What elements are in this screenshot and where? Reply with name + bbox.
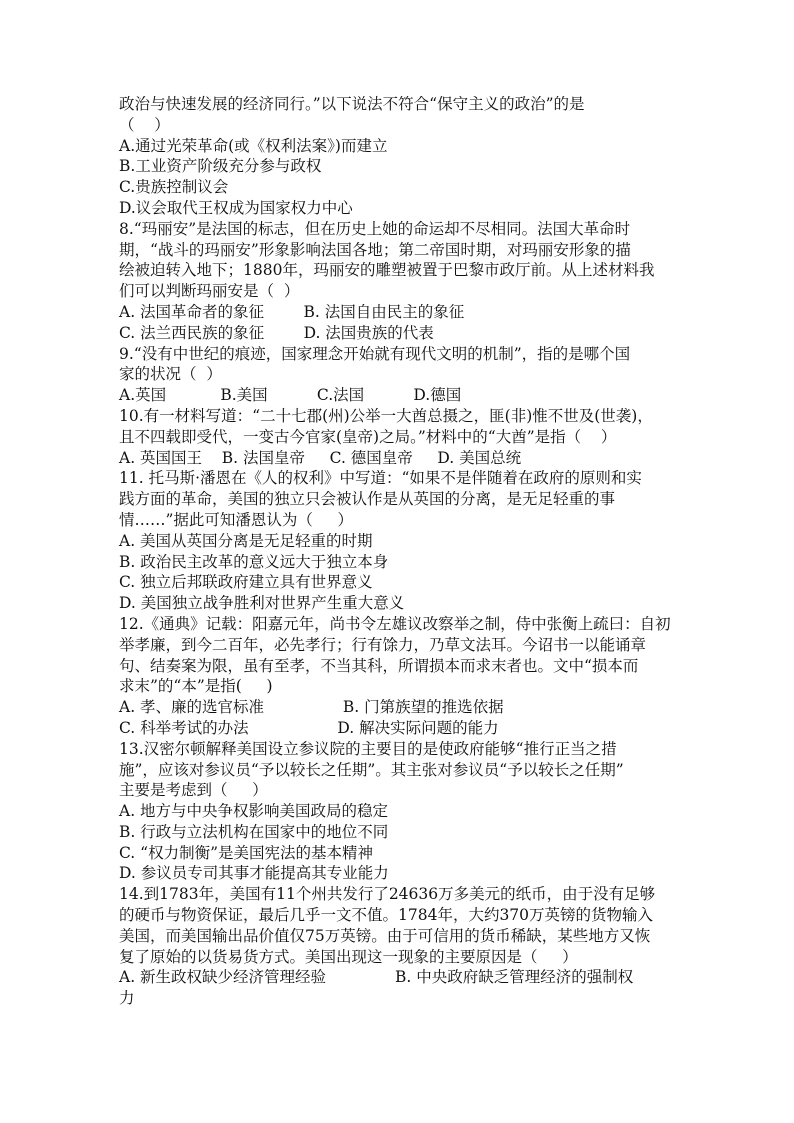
- text-line: 力: [119, 989, 135, 1008]
- text-line: 践方面的革命，美国的独立只会被认作是从英国的分离，是无足轻重的事: [119, 490, 616, 509]
- text-line: 期，“战斗的玛丽安”形象影响法国各地；第二帝国时期，对玛丽安形象的描: [119, 240, 631, 259]
- text-line: C. 法兰西民族的象征 D. 法国贵族的代表: [119, 323, 434, 342]
- text-line: C.贵族控制议会: [119, 178, 229, 197]
- text-line: 情……”据此可知潘恩认为（ ）: [119, 510, 354, 529]
- text-line: 求末”的“本”是指( ): [119, 677, 273, 696]
- text-line: 9.“没有中世纪的痕迹，国家理念开始就有现代文明的机制”，指的是哪个国: [119, 344, 631, 363]
- text-line: A. 英国国王 B. 法国皇帝 C. 德国皇帝 D. 美国总统: [119, 448, 522, 467]
- text-line: D. 美国独立战争胜利对世界产生重大意义: [119, 594, 405, 613]
- text-line: （ ）: [119, 115, 170, 134]
- document-page: [119, 94, 679, 1009]
- text-line: A.通过光荣革命(或《权利法案》)而建立: [119, 136, 388, 155]
- text-line: 14.到1783年，美国有11个州共发行了24636万多美元的纸币，由于没有足够: [119, 885, 656, 904]
- text-line: 且不四载即受代，一变古今官家(皇帝)之局。”材料中的“大酋”是指（ ）: [119, 427, 617, 446]
- text-line: 复了原始的以货易货方式。美国出现这一现象的主要原因是（ ）: [119, 947, 578, 966]
- text-line: A.英国 B.美国 C.法国 D.德国: [119, 386, 462, 405]
- text-line: 句、结奏案为限，虽有至孝，不当其科，所谓损本而求末者也。文中“损本而: [119, 656, 639, 675]
- text-line: A. 法国革命者的象征 B. 法国自由民主的象征: [119, 302, 465, 321]
- text-line: 政治与快速发展的经济同行。”以下说法不符合“保守主义的政治”的是: [119, 95, 585, 113]
- text-line: A. 美国从英国分离是无足轻重的时期: [119, 531, 373, 550]
- text-line: B. 行政与立法机构在国家中的地位不同: [119, 822, 389, 841]
- text-line: 的硬币与物资保证，最后几乎一文不值。1784年，大约370万英镑的货物输入: [119, 906, 654, 925]
- text-line: 美国，而美国输出品价值仅75万英镑。由于可信用的货币稀缺，某些地方又恢: [119, 926, 651, 945]
- text-line: 10.有一材料写道：“二十七郡(州)公举一大酋总摄之，匪(非)惟不世及(世袭)，: [119, 406, 653, 425]
- text-line: A. 地方与中央争权影响美国政局的稳定: [119, 802, 389, 821]
- text-line: B.工业资产阶级充分参与政权: [119, 157, 322, 176]
- text-line: C. 科举考试的办法 D. 解决实际问题的能力: [119, 718, 499, 737]
- text-line: B. 政治民主改革的意义远大于独立本身: [119, 552, 389, 571]
- text-line: 主要是考虑到（ ）: [119, 781, 268, 800]
- text-line: 家的状况（ ）: [119, 365, 222, 384]
- text-line: A. 新生政权缺少经济管理经验 B. 中央政府缺乏管理经济的强制权: [119, 968, 634, 987]
- text-line: 施”，应该对参议员“予以较长之任期”。其主张对参议员“予以较长之任期”: [119, 760, 624, 779]
- text-line: 12.《通典》记载：阳嘉元年，尚书令左雄议改察举之制，侍中张衡上疏曰：自初: [119, 614, 671, 633]
- text-line: D.议会取代王权成为国家权力中心: [119, 198, 353, 217]
- text-line: 举孝廉，到今二百年，必先孝行；行有馀力，乃草文法耳。今诏书一以能诵章: [119, 635, 647, 654]
- text-line: 绘被迫转入地下；1880年，玛丽安的雕塑被置于巴黎市政厅前。从上述材料我: [119, 261, 655, 280]
- text-line: D. 参议员专司其事才能提高其专业能力: [119, 864, 389, 883]
- text-line: C. 独立后邦联政府建立具有世界意义: [119, 573, 373, 592]
- text-line: 们可以判断玛丽安是（ ）: [119, 282, 300, 301]
- text-line: A. 孝、廉的选官标准 B. 门第族望的推选依据: [119, 698, 504, 717]
- text-line: 8.“玛丽安”是法国的标志，但在历史上她的命运却不尽相同。法国大革命时: [119, 219, 631, 238]
- text-line: C. “权力制衡”是美国宪法的基本精神: [119, 843, 374, 862]
- text-line: 13.汉密尔顿解释美国设立参议院的主要目的是使政府能够“推行正当之措: [119, 739, 617, 758]
- text-line: 11. 托马斯·潘恩在《人的权利》中写道：“如果不是伴随着在政府的原则和实: [119, 469, 642, 488]
